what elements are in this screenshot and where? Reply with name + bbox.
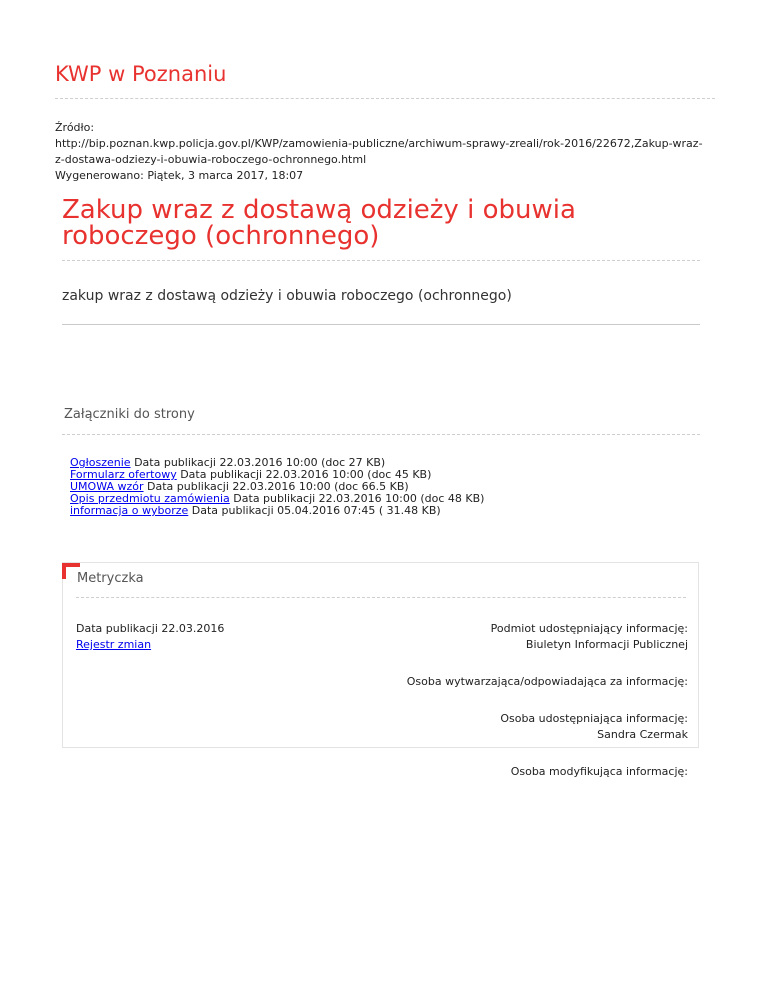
source-url-line-1: http://bip.poznan.kwp.policja.gov.pl/KWP/zamowienia-publiczne/archiwum-sprawy-zreali/rok-2016/22672,Zakup-wraz- [55,137,703,150]
divider [62,260,700,261]
attachment-link-umowa-wzor[interactable]: UMOWA wzór [70,480,144,493]
attachment-link-informacja-o-wyborze[interactable]: informacja o wyborze [70,504,189,517]
attachment-info: Data publikacji 22.03.2016 10:00 (doc 27 KB) [130,456,386,469]
attachments-list [70,457,484,517]
divider [55,98,715,99]
metryczka-left [76,621,224,653]
divider [62,324,700,325]
publisher-value: Sandra Czermak [597,728,688,741]
attachments-heading: Załączniki do strony [64,407,195,422]
modifier-label: Osoba modyfikująca informację: [510,765,688,778]
metryczka-right [268,621,688,801]
attachment-link-opis-przedmiotu[interactable]: Opis przedmiotu zamówienia [70,492,230,505]
provider-label: Podmiot udostępniający informację: [490,622,688,635]
divider [62,434,700,435]
corner-accent [62,563,80,567]
attachment-link-formularz-ofertowy[interactable]: Formularz ofertowy [70,468,177,481]
provider-value: Biuletyn Informacji Publicznej [525,638,688,651]
source-url-line-2: z-dostawa-odziezy-i-obuwia-roboczego-ochronnego.html [55,153,367,166]
changes-register-link[interactable]: Rejestr zmian [76,638,152,651]
producer-label: Osoba wytwarzająca/odpowiadająca za informację: [406,675,688,688]
site-title: KWP w Poznaniu [55,62,227,86]
metryczka-heading: Metryczka [77,571,144,586]
attachment-item [70,505,484,517]
generated-timestamp: Wygenerowano: Piątek, 3 marca 2017, 18:07 [55,169,304,182]
attachment-link-ogloszenie[interactable]: Ogłoszenie [70,456,131,469]
attachment-info: Data publikacji 22.03.2016 10:00 (doc 45 KB) [176,468,432,481]
attachment-info: Data publikacji 05.04.2016 07:45 ( 31.48 KB) [188,504,441,517]
publisher-label: Osoba udostępniająca informację: [500,712,688,725]
page-title: Zakup wraz z dostawą odzieży i obuwia roboczego (ochronnego) [62,195,576,251]
source-info [55,120,715,184]
source-label: Źródło: [55,121,95,134]
attachment-info: Data publikacji 22.03.2016 10:00 (doc 66.5 KB) [143,480,409,493]
publication-date: Data publikacji 22.03.2016 [76,622,225,635]
divider [76,597,686,598]
page-lead: zakup wraz z dostawą odzieży i obuwia roboczego (ochronnego) [62,288,512,304]
attachment-info: Data publikacji 22.03.2016 10:00 (doc 48 KB) [229,492,485,505]
